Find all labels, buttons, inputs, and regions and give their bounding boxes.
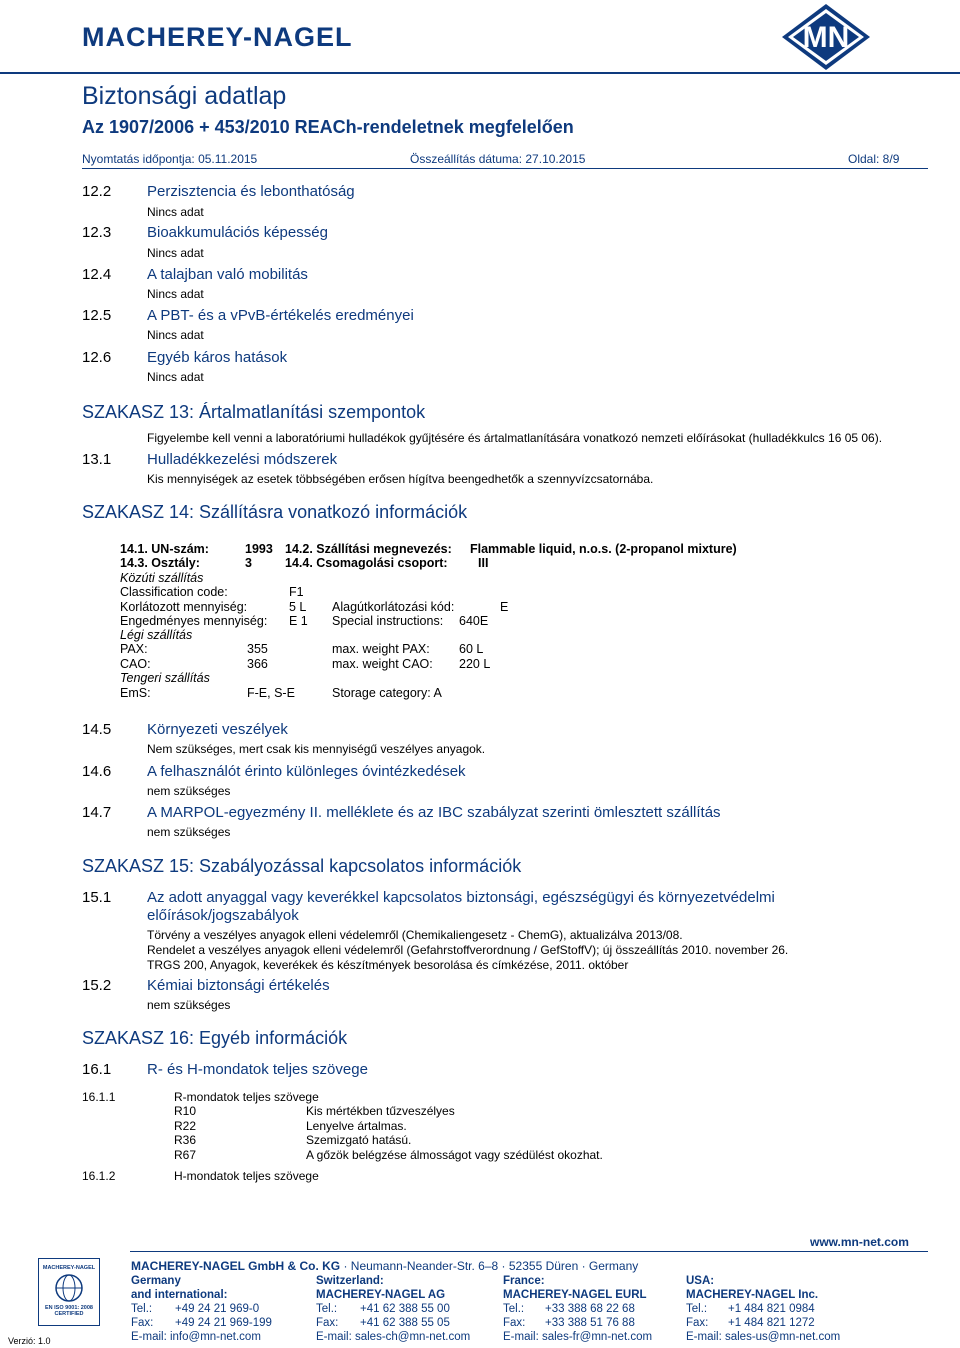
pax-value: 355 [247,642,268,656]
sec13-num: 13.1 [82,451,112,468]
email-link[interactable]: E-mail: sales-us@mn-net.com [686,1331,841,1343]
sec15-1-title-line1: Az adott anyaggal vagy keverékkel kapcsolatos biztonsági, egészségügyi és környezetvédelmi [147,889,775,906]
sec12-title: A talajban való mobilitás [147,266,308,283]
sec13-title: Hulladékkezelési módszerek [147,451,338,468]
tel-number: +41 62 388 55 00 [360,1303,450,1315]
footer-col-subheading: and international: [131,1289,228,1301]
sec12-num: 12.6 [82,349,112,366]
cao-label: CAO: [120,657,151,671]
ems-value: F-E, S-E [247,686,295,700]
version-label: Verzió: 1.0 [8,1336,51,1346]
sec14-7-num: 14.7 [82,804,112,821]
r-code: R67 [174,1148,197,1162]
r-phrases-title: R-mondatok teljes szövege [174,1090,319,1104]
name-value: Flammable liquid, n.o.s. (2-propanol mixture) [470,542,737,556]
pax-label: PAX: [120,642,148,656]
r-code: R22 [174,1119,197,1133]
brand-name: MACHEREY-NAGEL [82,22,353,52]
sec12-title: A PBT- és a vPvB-értékelés eredményei [147,307,414,324]
sec12-text: Nincs adat [147,370,204,384]
tunnel-label: Alagútkorlátozási kód: [332,600,455,614]
pack-value: III [478,556,489,570]
un-value: 1993 [245,542,273,556]
h-phrases-title: H-mondatok teljes szövege [174,1169,319,1183]
logo-text: MN [802,21,850,54]
sec13-intro: Figyelembe kell venni a laboratóriumi hulladékok gyűjtésére és ártalmatlanítására vonatkozó nemzeti előírásokat (hulladékkulcs 16 05 06). [147,431,883,445]
sec14-5-num: 14.5 [82,721,112,738]
meta-divider [82,168,928,169]
limited-label: Korlátozott mennyiség: [120,600,248,614]
cao-value: 366 [247,657,268,671]
r-text: Kis mértékben tűzveszélyes [306,1104,455,1118]
sec12-text: Nincs adat [147,246,204,260]
r-text: A gőzök belégzése álmosságot vagy szédülést okozhat. [306,1148,603,1162]
sec14-5-text: Nem szükséges, mert csak kis mennyiségű veszélyes anyagok. [147,742,486,756]
sec14-heading: SZAKASZ 14: Szállításra vonatkozó információk [82,502,468,522]
tel-number: +1 484 821 0984 [728,1303,815,1315]
excepted-label: Engedményes mennyiség: [120,614,268,628]
sec12-text: Nincs adat [147,205,204,219]
print-date: Nyomtatás időpontja: 05.11.2015 [82,152,258,166]
sec14-7-text: nem szükséges [147,825,231,839]
footer-col-subheading: MACHEREY-NAGEL Inc. [686,1289,819,1301]
iso-certificate-badge [38,1258,100,1326]
sec12-num: 12.2 [82,183,112,200]
sec12-num: 12.5 [82,307,112,324]
sec14-6-title: A felhasználót érinto különleges óvintézkedések [147,763,466,780]
name-label: 14.2. Szállítási megnevezés: [285,542,452,556]
footer-col-heading: USA: [686,1275,715,1287]
footer-col-heading: France: [503,1275,545,1287]
email-link[interactable]: E-mail: sales-ch@mn-net.com [316,1331,471,1343]
sec12-title: Bioakkumulációs képesség [147,224,328,241]
sec16-1-num: 16.1 [82,1061,112,1078]
sec12-title: Egyéb káros hatások [147,349,288,366]
email-link[interactable]: E-mail: sales-fr@mn-net.com [503,1331,653,1343]
ems-label: EmS: [120,686,151,700]
r-phrases-num: 16.1.1 [82,1090,116,1104]
cert-standard: EN ISO 9001: 2008 [44,1305,93,1311]
r-text: Lenyelve ártalmas. [306,1119,407,1133]
fax-number: +49 24 21 969-199 [175,1317,272,1329]
sec14-5-title: Környezeti veszélyek [147,721,288,738]
header-bar [0,0,960,72]
fax-number: +1 484 821 1272 [728,1317,815,1329]
storage-category: Storage category: A [332,686,442,700]
sec13-text: Kis mennyiségek az esetek többségében erősen hígítva beengedhetők a szennyvízcsatornába. [147,472,654,486]
sec14-6-num: 14.6 [82,763,112,780]
cert-status: CERTIFIED [54,1311,84,1317]
fax-label: Fax: [131,1317,154,1329]
tel-label: Tel.: [686,1303,708,1315]
email-link[interactable]: E-mail: info@mn-net.com [131,1331,261,1343]
maxcao-value: 220 L [459,657,491,671]
sec12-title: Perzisztencia és lebonthatóság [147,183,355,200]
fax-number: +33 388 51 76 88 [545,1317,635,1329]
company-address: · Neumann-Neander-Str. 6–8 · 52355 Düren · Germany [340,1259,639,1273]
r-text: Szemizgató hatású. [306,1133,412,1147]
air-heading: Légi szállítás [120,628,193,642]
mn-logo-icon [780,2,872,72]
tel-label: Tel.: [503,1303,525,1315]
tel-label: Tel.: [316,1303,338,1315]
tel-number: +33 388 68 22 68 [545,1303,635,1315]
r-code: R10 [174,1104,197,1118]
pack-label: 14.4. Csomagolási csoport: [285,556,448,570]
road-heading: Közúti szállítás [120,571,204,585]
sec14-7-title: A MARPOL-egyezmény II. melléklete és az IBC szabályzat szerinti ömlesztett szállítás [147,804,721,821]
fax-label: Fax: [503,1317,526,1329]
cert-brand: MACHEREY-NAGEL [42,1265,96,1271]
sec15-2-title: Kémiai biztonsági értékelés [147,977,330,994]
maxcao-label: max. weight CAO: [332,657,433,671]
regulation-line: Törvény a veszélyes anyagok elleni védelemről (Chemikaliengesetz - ChemG), aktualizálva 2013/08. [147,928,683,942]
compile-date: Összeállítás dátuma: 27.10.2015 [410,152,586,166]
fax-label: Fax: [686,1317,709,1329]
page-title: Biztonsági adatlap [82,82,287,110]
h-phrases-num: 16.1.2 [82,1169,116,1183]
sec12-text: Nincs adat [147,287,204,301]
class-code-label: Classification code: [120,585,228,599]
special-value: 640E [459,614,489,628]
footer-divider [130,1251,928,1252]
regulation-line: TRGS 200, Anyagok, keverékek és készítmények besorolása és címkézése, 2011. október [147,958,629,972]
maxpax-label: max. weight PAX: [332,642,430,656]
sec12-text: Nincs adat [147,328,204,342]
website-link[interactable]: www.mn-net.com [810,1235,909,1249]
footer-col-heading: Germany [131,1275,181,1287]
sea-heading: Tengeri szállítás [120,671,210,685]
class-code-value: F1 [289,585,304,599]
footer-col-subheading: MACHEREY-NAGEL AG [316,1289,446,1301]
class-label: 14.3. Osztály: [120,556,200,570]
footer-col-heading: Switzerland: [316,1275,384,1287]
sec13-heading: SZAKASZ 13: Ártalmatlanítási szempontok [82,402,426,422]
sec15-heading: SZAKASZ 15: Szabályozással kapcsolatos információk [82,856,522,876]
sec16-heading: SZAKASZ 16: Egyéb információk [82,1028,348,1048]
regulation-line: Rendelet a veszélyes anyagok elleni védelemről (Gefahrstoffverordnung / GefStoffV); új összeállítás 2010. november 26. [147,943,789,957]
special-label: Special instructions: [332,614,444,628]
limited-value: 5 L [289,600,307,614]
sec12-num: 12.4 [82,266,112,283]
company-line [131,1259,638,1273]
sec15-1-num: 15.1 [82,889,112,906]
excepted-value: E 1 [289,614,308,628]
fax-label: Fax: [316,1317,339,1329]
page-subtitle: Az 1907/2006 + 453/2010 REACh-rendeletnek megfelelően [82,117,574,137]
header-divider [0,72,960,74]
maxpax-value: 60 L [459,642,484,656]
sec15-2-num: 15.2 [82,977,112,994]
r-code: R36 [174,1133,197,1147]
sec15-2-text: nem szükséges [147,998,231,1012]
un-label: 14.1. UN-szám: [120,542,209,556]
tunnel-value: E [500,600,509,614]
sec12-num: 12.3 [82,224,112,241]
iso-globe-icon [39,1271,99,1305]
class-value: 3 [245,556,252,570]
sec14-6-text: nem szükséges [147,784,231,798]
sec15-1-title-line2: előírások/jogszabályok [147,907,299,924]
company-name: MACHEREY-NAGEL GmbH & Co. KG [131,1259,341,1273]
sec16-1-title: R- és H-mondatok teljes szövege [147,1061,368,1078]
page-number: Oldal: 8/9 [848,152,900,166]
fax-number: +41 62 388 55 05 [360,1317,450,1329]
footer-col-subheading: MACHEREY-NAGEL EURL [503,1289,647,1301]
tel-number: +49 24 21 969-0 [175,1303,260,1315]
tel-label: Tel.: [131,1303,153,1315]
